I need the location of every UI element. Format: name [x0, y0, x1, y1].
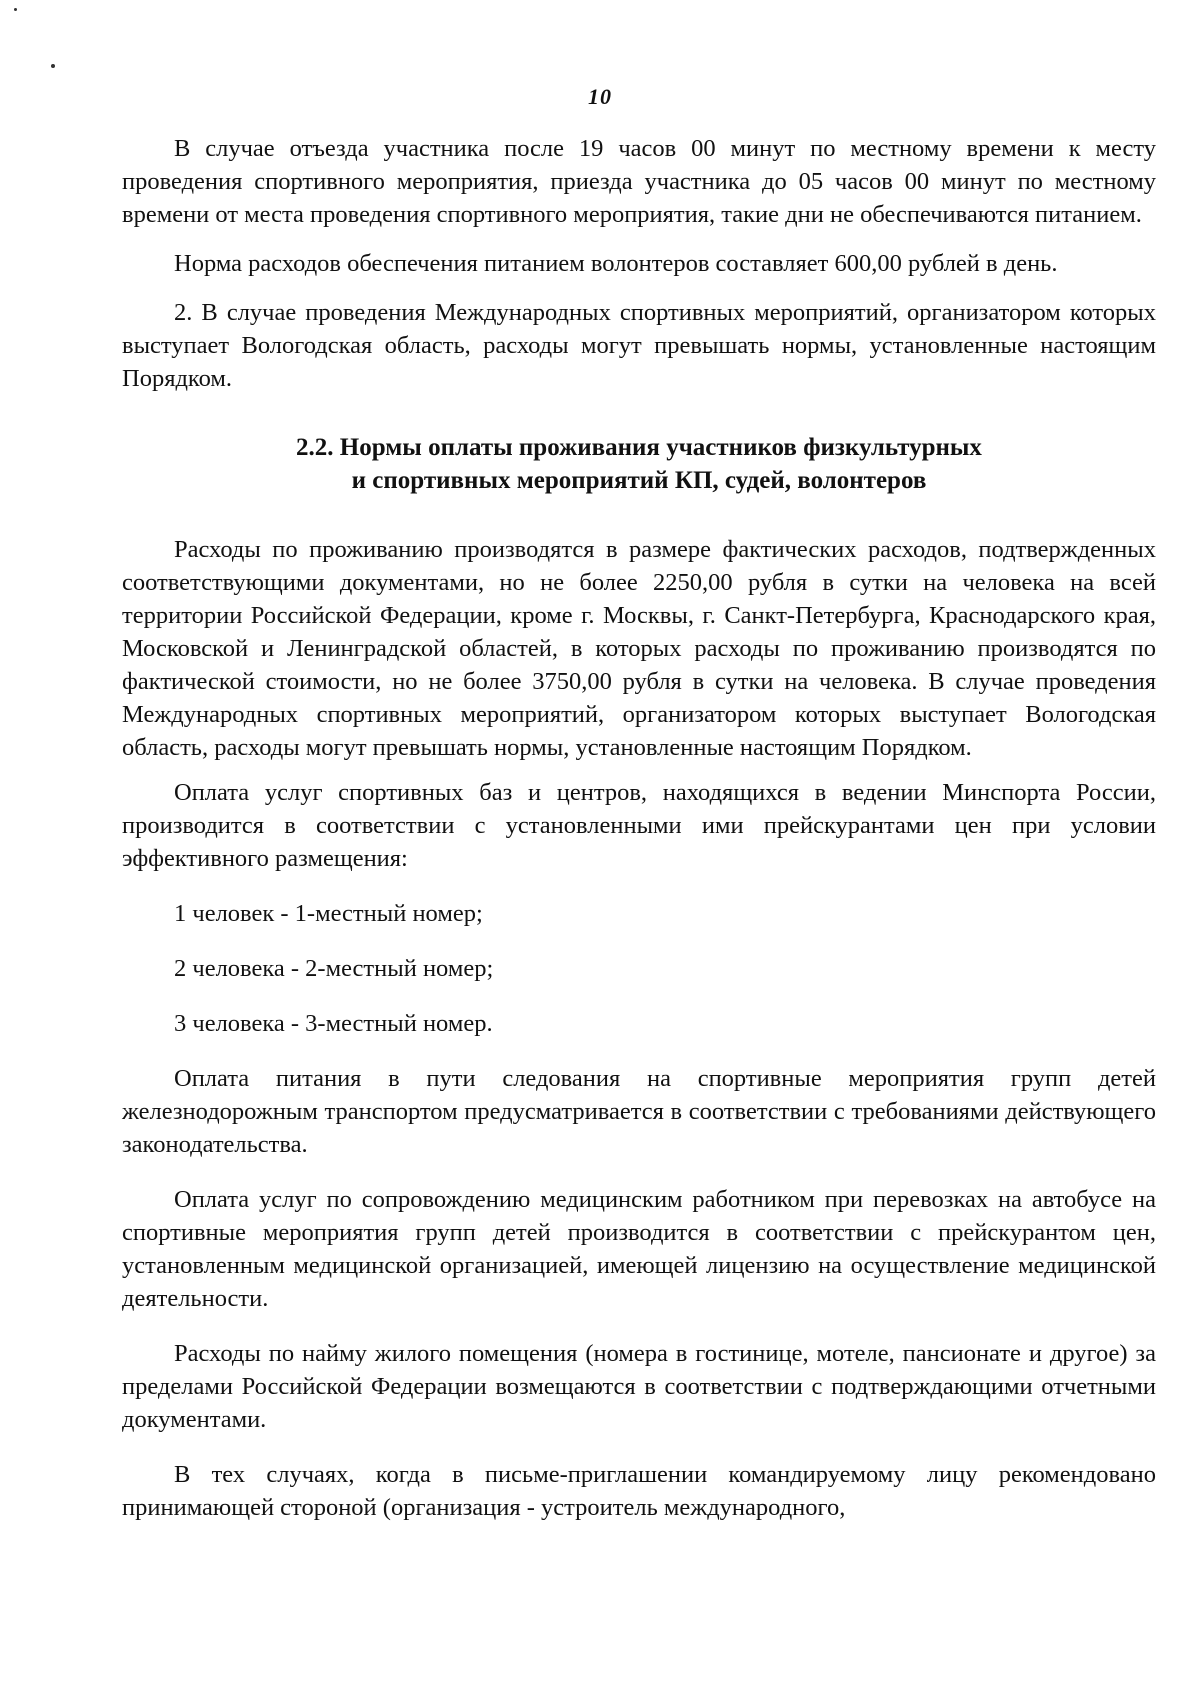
paragraph-foreign-lodging: Расходы по найму жилого помещения (номера в гостинице, мотеле, пансионате и другое) за пределами Российской Федерации возмещаются в соответствии с подтверждающими отчетными документами.: [122, 1340, 1156, 1433]
list-item: 3 человека - 3-местный номер.: [174, 1010, 493, 1037]
list-item: 1 человек - 1-местный номер;: [174, 900, 483, 927]
section-heading-line-2: и спортивных мероприятий КП, судей, волонтеров: [351, 467, 927, 494]
list-item: 2 человека - 2-местный номер;: [174, 955, 494, 982]
document-body: [122, 132, 1156, 1524]
section-heading: [122, 431, 1156, 497]
paragraph-international-events: 2. В случае проведения Международных спортивных мероприятий, организатором которых выступает Вологодская область, расходы могут превышать нормы, установленные настоящим Порядком.: [122, 299, 1156, 392]
paragraph-train-meals: Оплата питания в пути следования на спортивные мероприятия групп детей железнодорожным транспортом предусматривается в соответствии с требованиями действующего законодательства.: [122, 1065, 1156, 1158]
paragraph-invitation: В тех случаях, когда в письме-приглашении командируемому лицу рекомендовано принимающей стороной (организация - устроитель международного,: [122, 1461, 1156, 1521]
paragraph-medical-escort: Оплата услуг по сопровождению медицинским работником при перевозках на автобусе на спортивные мероприятия групп детей производится в соответствии с прейскурантом цен, установленным медицинской организацией, имеющей лицензию на осуществление медицинской деятельности.: [122, 1186, 1156, 1312]
section-heading-line-1: 2.2. Нормы оплаты проживания участников физкультурных: [296, 434, 982, 461]
page-number: 10: [588, 84, 612, 109]
scan-speck: [51, 64, 55, 68]
scan-speck: [14, 8, 17, 11]
paragraph-departure-meals: В случае отъезда участника после 19 часов 00 минут по местному времени к месту проведения спортивного мероприятия, приезда участника до 05 часов 00 минут по местному времени от места проведения спортивного мероприятия, такие дни не обеспечиваются питанием.: [122, 135, 1156, 228]
paragraph-accommodation-norms: Расходы по проживанию производятся в размере фактических расходов, подтвержденных соответствующими документами, но не более 2250,00 рубля в сутки на человека на всей территории Российской Федерации, кроме г. Москвы, г. Санкт-Петербурга, Краснодарского края, Московской и Ленинградской областей, в которых расходы по проживанию производятся по фактической стоимости, но не более 3750,00 рубля в сутки на человека. В случае проведения Международных спортивных мероприятий, организатором которых выступает Вологодская область, расходы могут превышать нормы, установленные настоящим Порядком.: [122, 536, 1156, 761]
paragraph-sports-bases: Оплата услуг спортивных баз и центров, находящихся в ведении Минспорта России, производится в соответствии с установленными ими прейскурантами цен при условии эффективного размещения:: [122, 779, 1156, 872]
paragraph-volunteer-meal-norm: Норма расходов обеспечения питанием волонтеров составляет 600,00 рублей в день.: [174, 250, 1058, 277]
